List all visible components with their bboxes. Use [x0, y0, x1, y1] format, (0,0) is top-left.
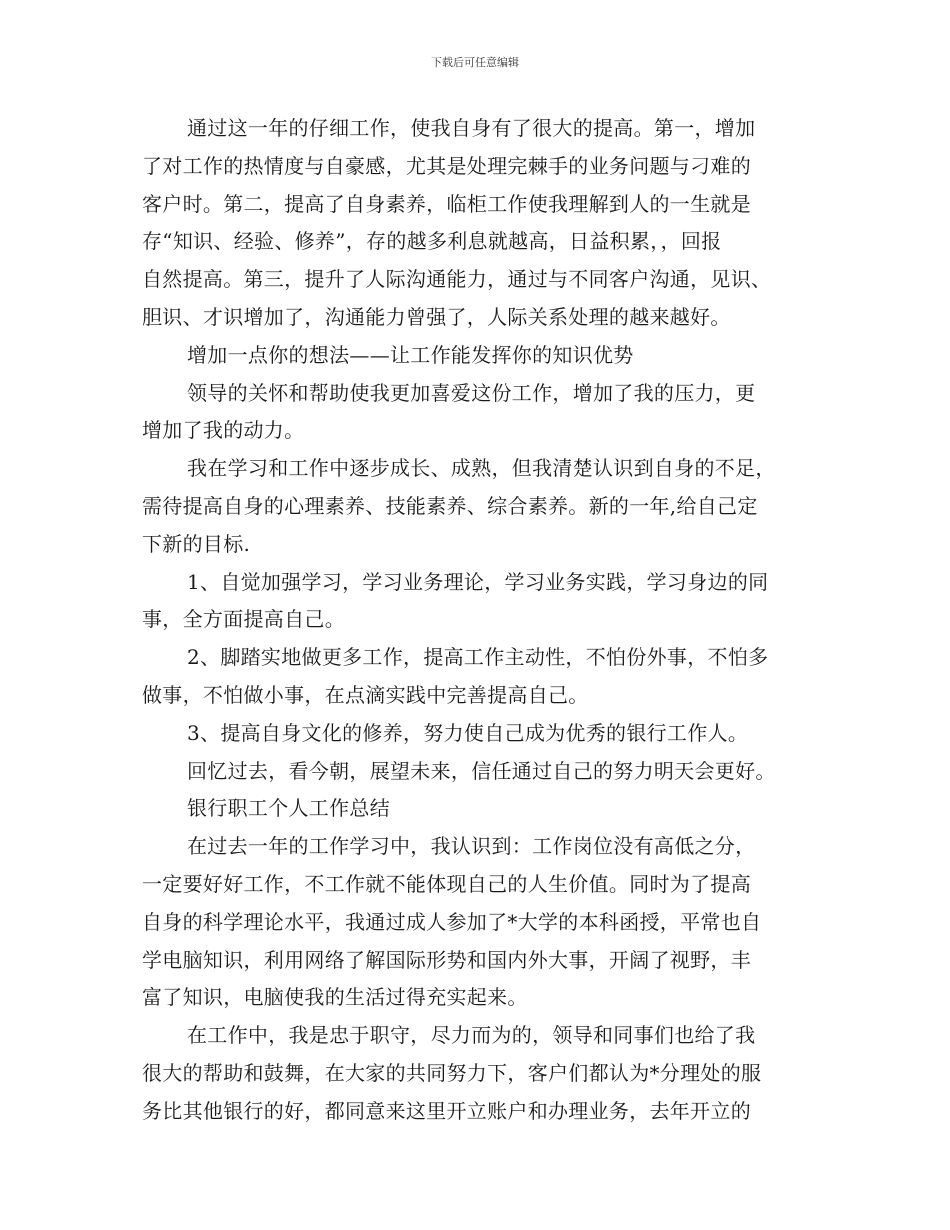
text-line: 存“知识、经验、修养”，存的越多利息就越高，日益积累，，回报 — [142, 229, 722, 254]
text-line: 胆识、才识增加了，沟通能力曾强了，人际关系处理的越来越好。 — [142, 304, 731, 329]
text-line: 3、提高自身文化的修养，努力使自己成为优秀的银行工作人。 — [187, 720, 749, 745]
text-line: 通过这一年的仔细工作，使我自身有了很大的提高。第一，增加 — [187, 116, 756, 140]
text-line: 很大的帮助和鼓舞，在大家的共同努力下，客户们都认为*分理处的服 — [142, 1060, 762, 1085]
text-line: 富了知识，电脑使我的生活过得充实起来。 — [142, 985, 528, 1010]
text-line: 做事，不怕做小事，在点滴实践中完善提高自己。 — [142, 682, 589, 707]
document-body — [142, 110, 808, 1131]
text-line: 自身的科学理论水平，我通过成人参加了*大学的本科函授，平常也自 — [142, 909, 762, 934]
text-line: 需待提高自身的心理素养、技能素养、综合素养。新的一年,给自己定 — [142, 493, 758, 518]
text-line: 领导的关怀和帮助使我更加喜爱这份工作，增加了我的压力，更 — [187, 380, 756, 405]
page-header: 下载后可任意编辑 — [431, 56, 519, 69]
text-line: 自然提高。第三，提升了人际沟通能力，通过与不同客户沟通，见识、 — [142, 267, 772, 292]
text-line: 一定要好好工作，不工作就不能体现自己的人生价值。同时为了提高 — [142, 871, 751, 896]
text-line: 下新的目标. — [142, 531, 251, 556]
text-line: 回忆过去，看今朝，展望未来，信任通过自己的努力明天会更好。 — [187, 758, 776, 783]
text-line: 增加一点你的想法——让工作能发挥你的知识优势 — [187, 342, 634, 367]
text-line: 2、脚踏实地做更多工作，提高工作主动性，不怕份外事，不怕多 — [187, 645, 769, 670]
text-line: 银行职工个人工作总结 — [187, 796, 390, 821]
text-line: 1、自觉加强学习，学习业务理论，学习业务实践，学习身边的同 — [187, 569, 769, 594]
text-line: 增加了我的动力。 — [142, 418, 305, 443]
text-line: 我在学习和工作中逐步成长、成熟，但我清楚认识到自身的不足， — [187, 456, 776, 481]
text-line: 客户时。第二，提高了自身素养，临柜工作使我理解到人的一生就是 — [142, 191, 751, 216]
text-line: 学电脑知识，利用网络了解国际形势和国内外大事，开阔了视野，丰 — [142, 947, 751, 972]
text-line: 务比其他银行的好，都同意来这里开立账户和办理业务，去年开立的 — [142, 1098, 751, 1123]
text-line: 在工作中，我是忠于职守，尽力而为的，领导和同事们也给了我 — [187, 1023, 756, 1048]
text-line: 事，全方面提高自己。 — [142, 607, 345, 632]
text-line: 在过去一年的工作学习中，我认识到：工作岗位没有高低之分， — [187, 834, 756, 859]
text-line: 了对工作的热情度与自豪感，尤其是处理完棘手的业务问题与刁难的 — [142, 153, 751, 178]
